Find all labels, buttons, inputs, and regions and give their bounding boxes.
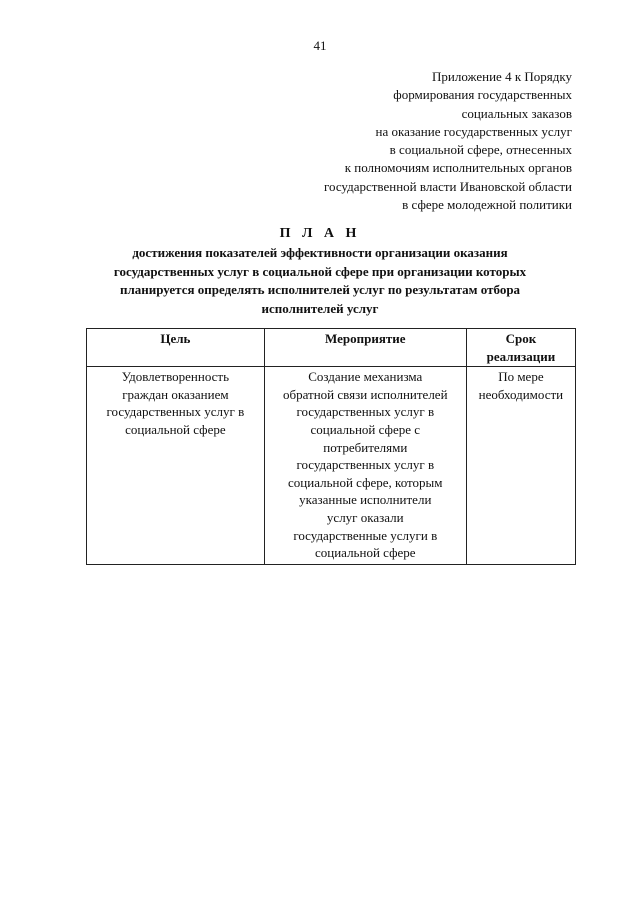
subtitle-line: планируется определять исполнителей услуг по результатам отбора xyxy=(119,282,521,297)
action-line: Создание механизма xyxy=(308,369,423,385)
appendix-line: государственной власти Ивановской области xyxy=(323,178,572,194)
header-action: Мероприятие xyxy=(264,329,466,367)
term-line: По мере xyxy=(498,369,544,385)
action-line: обратной связи исполнителей xyxy=(283,386,448,402)
appendix-line: в сфере молодежной политики xyxy=(402,197,572,213)
header-term-line: Срок xyxy=(505,331,537,346)
action-line: государственных услуг в xyxy=(296,457,435,473)
term-line: необходимости xyxy=(478,386,564,402)
goal-line: социальной сфере xyxy=(125,421,226,437)
action-line: государственных услуг в xyxy=(296,404,435,420)
appendix-line: формирования государственных xyxy=(393,87,572,103)
subtitle-line: исполнителей услуг xyxy=(261,300,379,316)
subtitle-line: государственных услуг в социальной сфере при организации которых xyxy=(113,263,527,279)
plan-table xyxy=(86,328,576,565)
goal-line: Удовлетворенность xyxy=(121,369,230,385)
header-term-line: реализации xyxy=(486,348,556,364)
cell-goal xyxy=(87,367,265,565)
action-line: государственные услуги в xyxy=(293,527,438,543)
cell-term xyxy=(466,367,575,565)
action-line: услуг оказали xyxy=(326,509,404,525)
action-line: социальной сфере с xyxy=(310,421,421,437)
action-line: указанные исполнители xyxy=(299,492,432,508)
plan-subtitle xyxy=(70,244,570,318)
subtitle-line: достижения показателей эффективности организации оказания xyxy=(132,245,508,260)
table-row xyxy=(87,367,576,565)
cell-action xyxy=(264,367,466,565)
appendix-line: на оказание государственных услуг xyxy=(375,123,572,139)
action-line: потребителями xyxy=(323,439,408,455)
appendix-line: социальных заказов xyxy=(461,105,572,121)
page-number: 41 xyxy=(313,38,327,53)
table-header-row xyxy=(87,329,576,367)
action-line: социальной сфере, которым xyxy=(288,474,443,490)
appendix-note xyxy=(324,68,572,214)
goal-line: государственных услуг в xyxy=(106,404,245,420)
appendix-line: в социальной сфере, отнесенных xyxy=(389,142,572,158)
appendix-line: Приложение 4 к Порядку xyxy=(432,69,572,84)
appendix-line: к полномочиям исполнительных органов xyxy=(344,160,572,176)
header-term xyxy=(466,329,575,367)
goal-line: граждан оказанием xyxy=(122,386,229,402)
plan-title: П Л А Н xyxy=(279,226,361,241)
action-line: социальной сфере xyxy=(315,545,416,561)
header-goal: Цель xyxy=(87,329,265,367)
